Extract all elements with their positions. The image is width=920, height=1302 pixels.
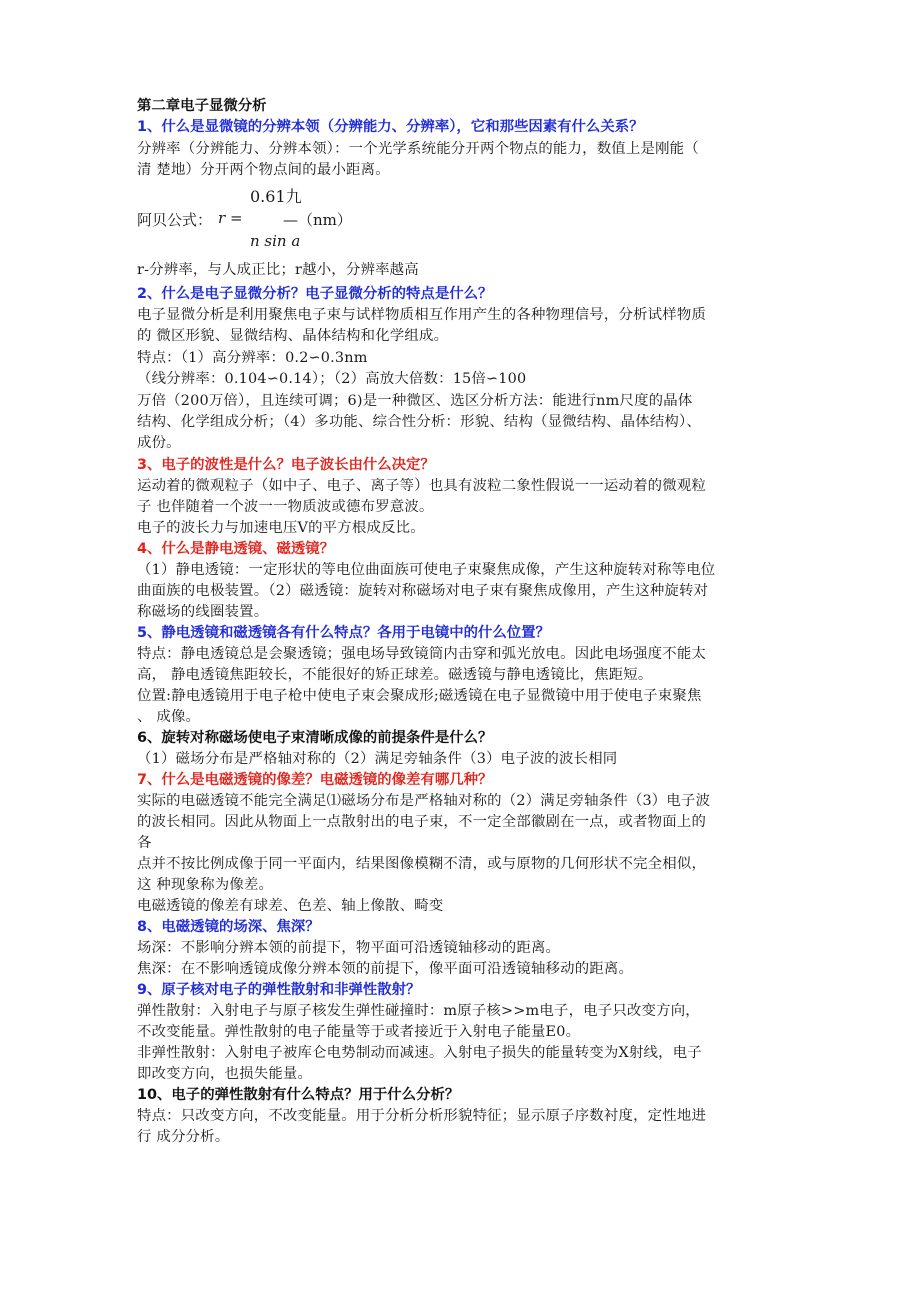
answer-7-line-3: 各 bbox=[137, 835, 152, 851]
answer-2-line-6: 结构、化学组成分析；（4）多功能、综合性分析：形貌、结构（显微结构、晶体结构）、 bbox=[137, 414, 701, 430]
question-9: 9、原子核对电子的弹性散射和非弹性散射？ bbox=[137, 982, 421, 998]
answer-7-line-6: 电磁透镜的像差有球差、色差、轴上像散、畸变 bbox=[137, 898, 444, 914]
formula-lhs: r = bbox=[218, 209, 243, 227]
answer-3-line-1: 运动着的微观粒子（如中子、电子、离子等）也具有波粒二象性假说一一运动着的微观粒 bbox=[137, 478, 707, 494]
answer-7-line-4: 点并不按比例成像于同一平面内，结果图像模糊不清，或与原物的几何形状不完全相似， bbox=[137, 856, 707, 872]
answer-3-line-2: 子 也伴随着一个波一一物质波或德布罗意波。 bbox=[137, 499, 434, 515]
answer-7-line-5: 这 种现象称为像差。 bbox=[137, 877, 274, 893]
question-8: 8、电磁透镜的场深、焦深？ bbox=[137, 919, 320, 935]
answer-5-line-3: 位置:静电透镜用于电子枪中使电子束会聚成形;磁透镜在电子显微镜中用于使电子束聚焦 bbox=[137, 688, 702, 704]
answer-2-line-7: 成份。 bbox=[137, 435, 181, 451]
answer-9-line-4: 即改变方向，也损失能量。 bbox=[137, 1066, 313, 1082]
answer-9-line-1: 弹性散射：入射电子与原子核发生弹性碰撞时：m原子核>>m电子，电子只改变方向， bbox=[137, 1003, 700, 1019]
answer-7-line-2: 的波长相同。因此从物面上一点散射出的电子束，不一定全部徽剧在一点，或者物面上的 bbox=[137, 814, 707, 830]
answer-8-line-2: 焦深：在不影响透镜成像分辨本领的前提下，像平面可沿透镜轴移动的距离。 bbox=[137, 961, 634, 977]
question-2: 2、什么是电子显微分析？电子显微分析的特点是什么？ bbox=[137, 286, 493, 302]
question-6: 6、旋转对称磁场使电子束清晰成像的前提条件是什么？ bbox=[137, 730, 493, 746]
question-1: 1、什么是显微镜的分辨本领（分辨能力、分辨率），它和那些因素有什么关系？ bbox=[137, 119, 644, 135]
question-7: 7、什么是电磁透镜的像差？电磁透镜的像差有哪几种？ bbox=[137, 772, 493, 788]
answer-2-line-5: 万倍（200万倍），且连续可调；6)是一种微区、选区分析方法：能进行nm尺度的晶体 bbox=[137, 393, 693, 409]
answer-2-line-2: 的 微区形貌、显微结构、晶体结构和化学组成。 bbox=[137, 328, 449, 344]
formula-unit: —（nm） bbox=[283, 211, 352, 229]
answer-5-line-2: 高， 静电透镜焦距较长，不能很好的矫正球差。磁透镜与静电透镜比，焦距短。 bbox=[137, 667, 653, 683]
question-5: 5、静电透镜和磁透镜各有什么特点？各用于电镜中的什么位置？ bbox=[137, 625, 550, 641]
answer-4-line-1: （1）静电透镜：一定形状的等电位曲面族可使电子束聚焦成像，产生这种旋转对称等电位 bbox=[137, 562, 716, 578]
answer-4-line-3: 称磁场的线圈装置。 bbox=[137, 604, 269, 620]
answer-9-line-2: 不改变能量。弹性散射的电子能量等于或者接近于入射电子能量E0。 bbox=[137, 1024, 581, 1040]
answer-1-line-2: 清 楚地）分开两个物点间的最小距离。 bbox=[137, 162, 390, 178]
formula-denominator: n sin a bbox=[250, 232, 301, 250]
answer-3-line-3: 电子的波长力与加速电压V的平方根成反比。 bbox=[137, 520, 425, 536]
question-10: 10、电子的弹性散射有什么特点？用于什么分析？ bbox=[137, 1087, 460, 1103]
answer-2-line-1: 电子显微分析是利用聚焦电子束与试样物质相互作用产生的各种物理信号，分析试样物质 bbox=[137, 307, 707, 323]
answer-4-line-2: 曲面族的电极装置。（2）磁透镜：旋转对称磁场对电子束有聚焦成像用，产生这种旋转对 bbox=[137, 583, 709, 599]
answer-1-note: r-分辨率，与人成正比；r越小，分辨率越高 bbox=[137, 262, 419, 278]
answer-7-line-1: 实际的电磁透镜不能完全满足⑴磁场分布是严格轴对称的（2）满足旁轴条件（3）电子波 bbox=[137, 793, 711, 809]
answer-5-line-1: 特点：静电透镜总是会聚透镜；强电场导致镜筒内击穿和弧光放电。因此电场强度不能太 bbox=[137, 646, 707, 662]
answer-10-line-1: 特点：只改变方向，不改变能量。用于分析分析形貌特征；显示原子序数衬度，定性地进 bbox=[137, 1108, 707, 1124]
answer-10-line-2: 行 成分分析。 bbox=[137, 1129, 230, 1145]
formula-numerator: 0.61九 bbox=[250, 187, 302, 206]
answer-2-line-4: （线分辨率：0.104∽0.14）；（2）高放大倍数：15倍∽100 bbox=[137, 371, 527, 387]
chapter-title: 第二章电子显微分析 bbox=[137, 98, 267, 114]
answer-2-line-3: 特点：（1）高分辨率：0.2∽0.3nm bbox=[137, 350, 368, 366]
answer-9-line-3: 非弹性散射：入射电子被库仑电势制动而减速。入射电子损失的能量转变为X射线，电子 bbox=[137, 1045, 702, 1061]
answer-1-line-1: 分辨率（分辨能力、分辨本领）：一个光学系统能分开两个物点的能力，数值上是刚能（ bbox=[137, 141, 699, 157]
answer-8-line-1: 场深：不影响分辨本领的前提下，物平面可沿透镜轴移动的距离。 bbox=[137, 940, 561, 956]
answer-5-line-4: 、 成像。 bbox=[137, 709, 201, 725]
question-4: 4、什么是静电透镜、磁透镜？ bbox=[137, 541, 335, 557]
question-3: 3、电子的波性是什么？电子波长由什么决定？ bbox=[137, 457, 435, 473]
formula-label: 阿贝公式： bbox=[137, 211, 213, 229]
answer-6-line-1: （1）磁场分布是严格轴对称的（2）满足旁轴条件（3）电子波的波长相同 bbox=[137, 751, 618, 767]
